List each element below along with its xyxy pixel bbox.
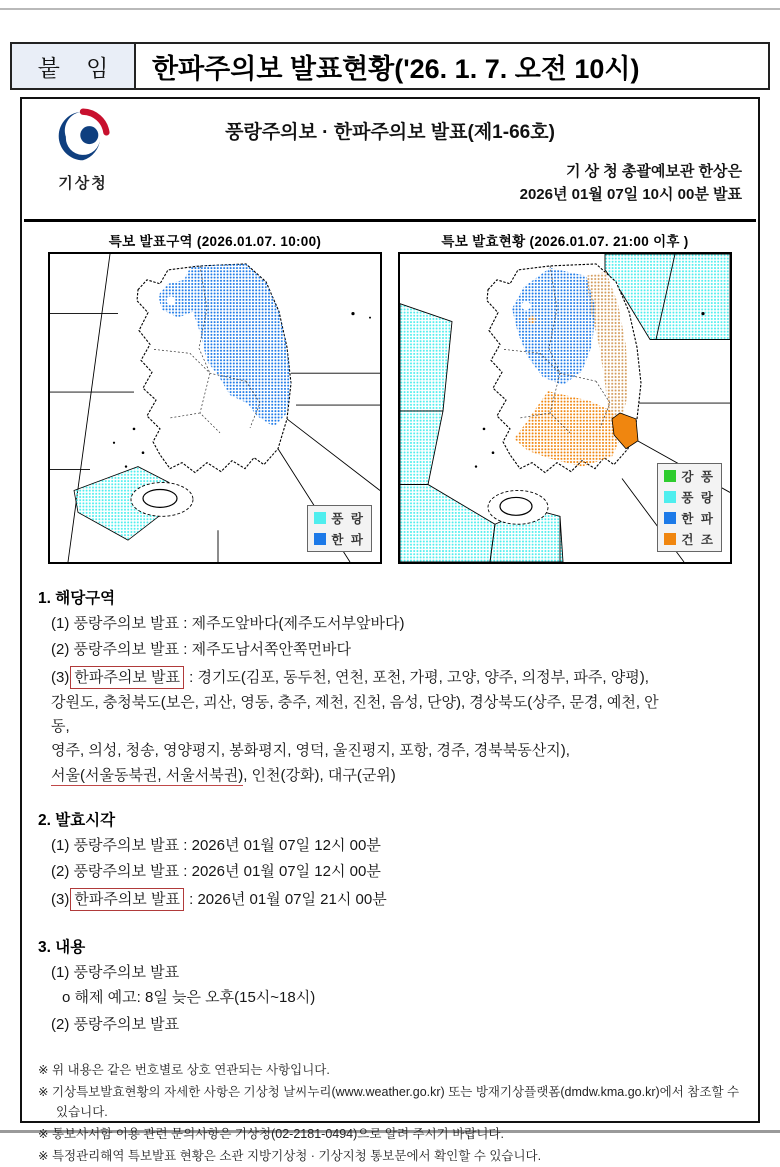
gale-swatch-icon [664, 470, 676, 482]
footnote: ※ 기상특보발효현황의 자세한 사항은 기상청 날씨누리(www.weather.go.kr) 또는 방재기상플랫폼(dmdw.kma.go.kr)에서 참조할 수 있습니다. [38, 1085, 740, 1119]
section1-item3: (3) 한파주의보 발표 : 경기도(김포, 동두천, 연천, 포천, 가평, 고양, 양주, 의정부, 파주, 양평), 강원도, 충청북도(보은, 괴산, 영동, 충주, 제천, 진천, 음성, 단양), 경상북도(상주, 문경, 예천, 안 동, 영주, 의성, 청송, 영양평지, 봉화평지, 영덕, 울진평지, 포항, 경주, 경북북동산지), 서울(서울동북권, 서울서북권), 인천(강화), 대구(군위) [38, 666, 742, 786]
dry-swatch-icon [664, 533, 676, 545]
map-announced-areas [48, 230, 382, 564]
cold-wave-highlight-box: 한파주의보 발표 [70, 666, 184, 689]
section1-heading: 1. 해당구역 [38, 590, 116, 607]
issue-datetime: 2026년 01월 07일 10시 00분 발표 [519, 186, 742, 204]
section3-item1: (1) 풍랑주의보 발표 [51, 963, 180, 981]
section1-item3-line3: 동, [51, 718, 70, 736]
map-left-canvas [48, 252, 382, 564]
map-right-title: 특보 발효현황 (2026.01.07. 21:00 이후 ) [441, 234, 689, 249]
map-right-canvas [398, 252, 732, 564]
legend-left [307, 505, 372, 552]
legend-item: 건 조 [664, 530, 715, 548]
page [0, 8, 780, 1164]
legend-item: 한 파 [664, 509, 715, 527]
section2-item3: (3) 한파주의보 발표 : 2026년 01월 07일 21시 00분 [38, 888, 742, 911]
wind-wave-swatch-icon [664, 491, 676, 503]
kma-logo [40, 109, 126, 193]
cold-wave-swatch-icon [664, 512, 676, 524]
legend-item: 풍 랑 [314, 509, 365, 527]
footnote: ※ 특정관리해역 특보발표 현황은 소관 지방기상청 · 기상지청 통보문에서 확인할 수 있습니다. [38, 1149, 542, 1164]
footnote: ※ 위 내용은 같은 번호별로 상호 연관되는 사항입니다. [38, 1062, 330, 1077]
section3-sub1: o 해제 예고: 8일 늦은 오후(15시~18시) [62, 989, 316, 1007]
section1-item1: (1) 풍랑주의보 발표 : 제주도앞바다(제주도서부앞바다) [51, 615, 405, 632]
map-left-title: 특보 발표구역 (2026.01.07. 10:00) [108, 234, 322, 249]
footnotes [22, 1061, 758, 1167]
section2-item2: (2) 풍랑주의보 발표 : 2026년 01월 07일 12시 00분 [51, 863, 381, 881]
body-sections [22, 570, 758, 1035]
issuer-name: 기 상 청 총괄예보관 한상은 [565, 163, 742, 180]
seoul-underline: 서울(서울동북권, 서울서북권) [51, 766, 244, 784]
top-divider [0, 8, 780, 10]
advisory-document [20, 97, 760, 1164]
section2-item1: (1) 풍랑주의보 발표 : 2026년 01월 07일 12시 00분 [51, 837, 381, 855]
section3-item2: (2) 풍랑주의보 발표 [51, 1015, 180, 1033]
agency-name: 기상청 [58, 175, 108, 192]
legend-item: 한 파 [314, 530, 365, 548]
legend-item: 강 풍 [664, 467, 715, 485]
kma-taegeuk-icon [56, 109, 110, 163]
wind-wave-swatch-icon [314, 512, 326, 524]
attachment-label: 붙 임 [10, 42, 136, 90]
section2-heading: 2. 발효시각 [38, 812, 116, 830]
cold-wave-swatch-icon [314, 533, 326, 545]
page-title: 한파주의보 발표현황('26. 1. 7. 오전 10시) [136, 42, 770, 90]
section1-item3-line2: 강원도, 충청북도(보은, 괴산, 영동, 충주, 제천, 진천, 음성, 단양), 경상북도(상주, 문경, 예천, 안 [51, 693, 659, 711]
cold-wave-highlight-box: 한파주의보 발표 [70, 888, 184, 911]
document-header [22, 99, 758, 215]
legend-right [657, 463, 722, 552]
issuer-block [22, 160, 758, 207]
legend-item: 풍 랑 [664, 488, 715, 506]
attachment-header [10, 42, 770, 90]
section1-item2: (2) 풍랑주의보 발표 : 제주도남서쪽안쪽먼바다 [51, 641, 351, 659]
maps-row [22, 222, 758, 570]
section1-item3-line5: 서울(서울동북권, 서울서북권), 인천(강화), 대구(군위) [51, 766, 396, 784]
map-effective-status [398, 230, 732, 564]
document-title: 풍랑주의보 · 한파주의보 발표(제1-66호) [225, 122, 555, 143]
section1-item3-line4: 영주, 의성, 청송, 영양평지, 봉화평지, 영덕, 울진평지, 포항, 경주, 경북북동산지), [51, 742, 570, 760]
section3-heading: 3. 내용 [38, 938, 86, 956]
footnote: ※ 통보사서함 이용 관련 문의사항은 기상청(02-2181-0494)으로 알려 주시기 바랍니다. [38, 1126, 505, 1141]
